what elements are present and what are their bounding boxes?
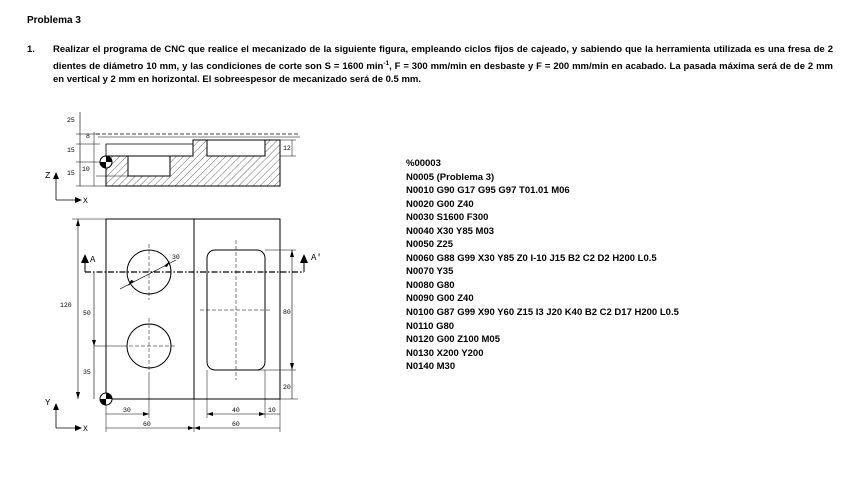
plan-outline — [106, 219, 280, 399]
plan-dim-label-50: 50 — [83, 310, 91, 317]
program-line: N0120 G00 Z100 M05 — [406, 334, 501, 346]
side-dim-label-3: 15 — [67, 147, 75, 154]
plan-dim-120-arrow-bottom — [76, 392, 80, 399]
plan-dim-label-40: 40 — [232, 407, 240, 414]
plan-dim-80-arrow-bottom — [290, 363, 294, 370]
program-line: N0060 G88 G99 X30 Y85 Z0 I-10 J15 B2 C2 D2 H200 L0.5 — [406, 252, 657, 264]
plan-dim-120-arrow-top — [76, 219, 80, 226]
section-arrow-right — [300, 254, 308, 272]
program-line: N0100 G87 G99 X90 Y60 Z15 I3 J20 K40 B2 C2 D17 H200 L0.5 — [406, 307, 679, 319]
item-number: 1. — [27, 44, 35, 55]
plan-dim-80-arrow-top — [290, 250, 294, 257]
section-label-right: A' — [311, 253, 322, 263]
program-line: N0040 X30 Y85 M03 — [406, 225, 495, 237]
side-origin-symbol — [100, 156, 112, 168]
plan-axes — [53, 403, 82, 431]
plan-dim-35-arrow — [92, 340, 96, 346]
program-line: N0020 G00 Z40 — [406, 198, 474, 210]
program-line: N0130 X200 Y200 — [406, 347, 484, 359]
plan-dim-30-arrow — [143, 412, 149, 416]
plan-dim-label-30: 30 — [123, 407, 131, 414]
plan-axis-x-label: X — [83, 425, 88, 434]
side-axis-z-label: Z — [45, 171, 51, 181]
plan-dim-label-20: 20 — [283, 384, 291, 391]
program-line: N0140 M30 — [406, 361, 456, 373]
program-line: N0050 Z25 — [406, 239, 454, 251]
section-arrow-left — [81, 254, 89, 272]
side-dim-label-5: 10 — [82, 166, 90, 173]
program-line: N0070 Y35 — [406, 266, 454, 278]
side-dim-label-4: 15 — [67, 170, 75, 177]
side-dim-right-label: 12 — [283, 145, 291, 152]
side-dim-label-1: 25 — [67, 117, 75, 124]
section-label-left: A — [90, 255, 96, 265]
program-line: N0030 S1600 F300 — [406, 212, 489, 224]
plan-dim-60-arrow-left — [188, 426, 194, 430]
program-line: %00003 — [406, 158, 441, 169]
statement-part2: , F = 300 mm/min en desbaste y F = 200 mm/min en acabado. La pasada máxima será de de 2 mm en vertical y 2 mm en horizontal. El sobreespesor de mecanizado será de 0.5 mm. — [53, 60, 833, 86]
side-pocket-right — [207, 140, 265, 156]
statement-superscript: -1 — [383, 59, 390, 67]
plan-axis-y-label: Y — [45, 398, 51, 408]
plan-dim-label-60-right: 60 — [232, 421, 240, 428]
side-view — [45, 112, 300, 206]
plan-dim-40-arrow-left — [207, 412, 213, 416]
plan-dim-label-80: 80 — [283, 309, 291, 316]
problem-heading: Problema 3 — [27, 15, 81, 26]
side-dim-label-2: 8 — [86, 133, 90, 140]
plan-dim-40-arrow-right — [259, 412, 265, 416]
side-axis-x-label: X — [83, 197, 88, 206]
program-line: N0005 (Problema 3) — [406, 171, 495, 183]
program-line: N0010 G90 G17 G95 G97 T01.01 M06 — [406, 185, 570, 197]
program-line: N0090 G00 Z40 — [406, 293, 474, 305]
plan-dim-label-35: 35 — [83, 369, 91, 376]
statement-part1: Realizar el programa de CNC que realice el mecanizado de la siguiente figura, empleando ciclos fijos de cajeado, y sabiendo que la herramienta utilizada es una fresa de 2 dientes de diámetro 10 mm, y las condiciones de corte son S = 1600 min — [53, 44, 833, 72]
program-line: N0080 G80 — [406, 279, 455, 291]
plan-dim-label-60-left: 60 — [143, 421, 151, 428]
plan-dim-label-10: 10 — [268, 407, 276, 414]
side-pocket-left — [128, 156, 170, 176]
plan-dim-60-arrow-right — [194, 426, 200, 430]
plan-origin-symbol — [100, 393, 112, 405]
diameter-label: 30 — [172, 254, 180, 261]
program-line: N0110 G80 — [406, 320, 455, 332]
plan-view — [45, 219, 322, 434]
plan-dim-label-120: 120 — [60, 302, 72, 309]
